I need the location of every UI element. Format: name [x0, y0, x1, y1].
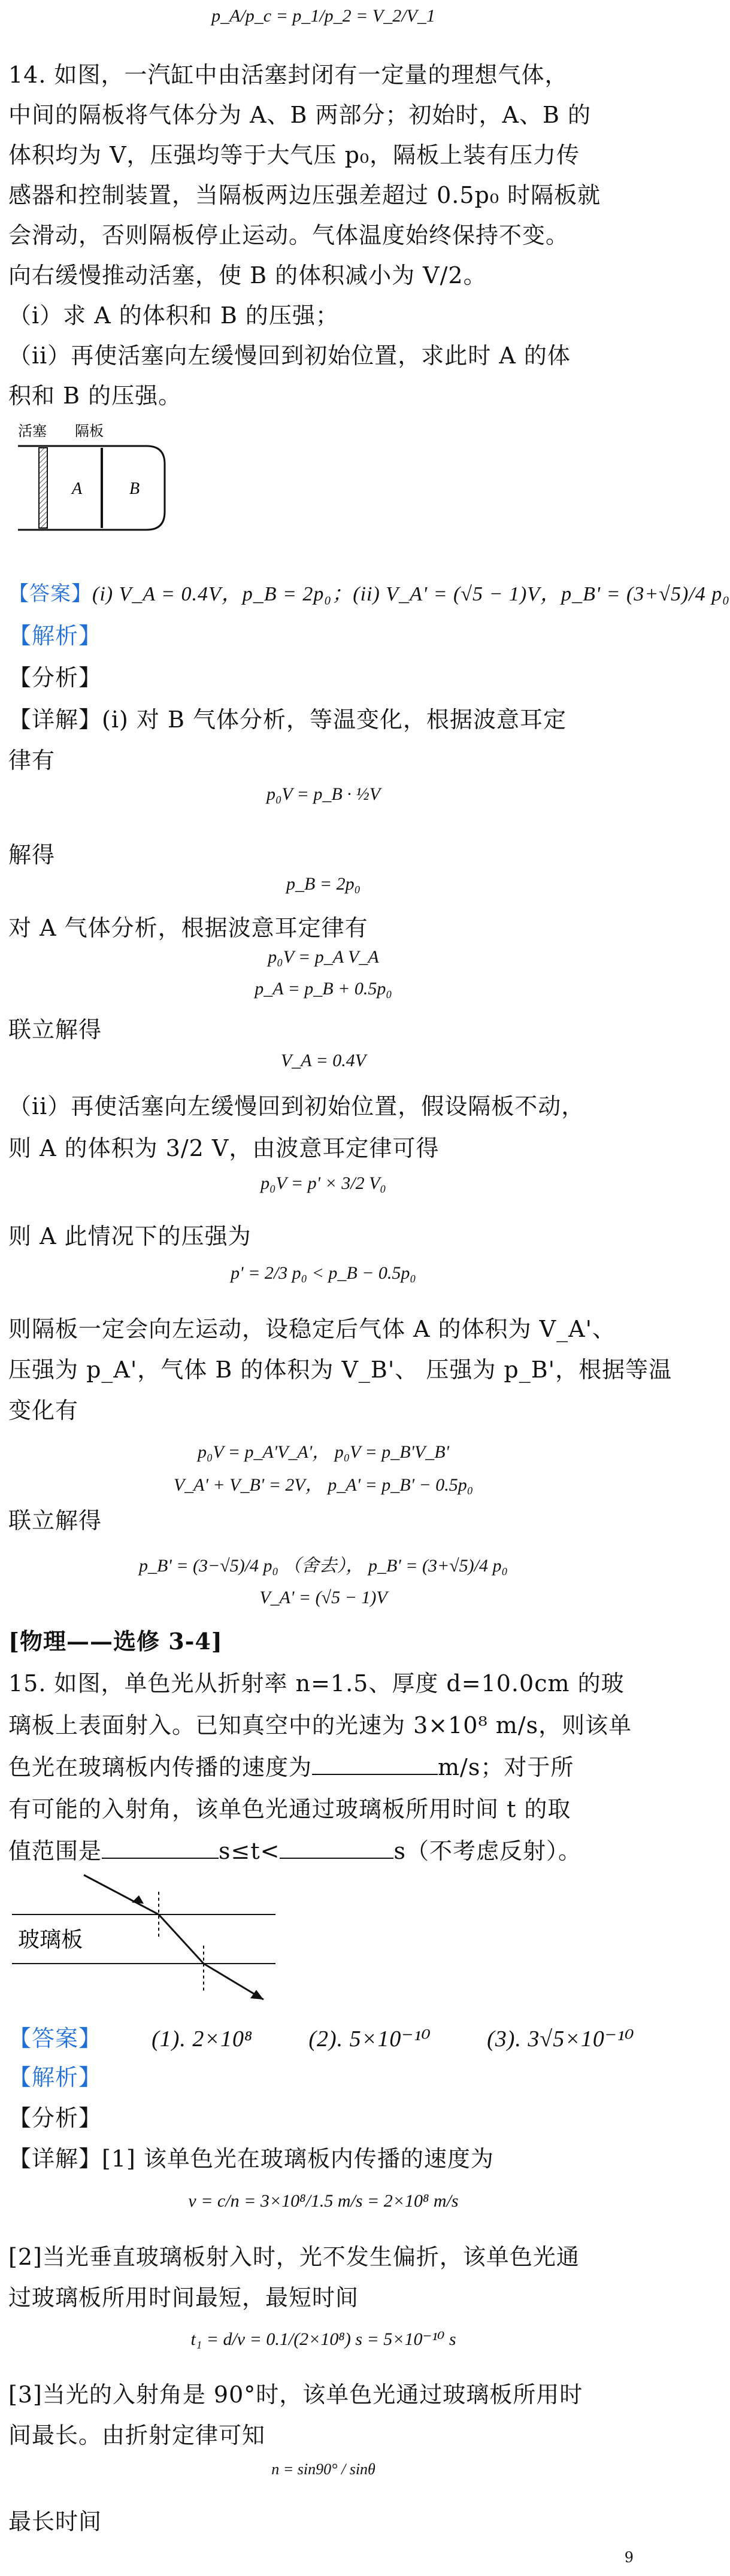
q14-text: 对 A 气体分析，根据波意耳定律有 [8, 915, 368, 941]
q14-moving: 则隔板一定会向左运动，设稳定后气体 A 的体积为 V_A'、 [8, 1316, 616, 1342]
q15-detail: 过玻璃板所用时间最短，最短时间 [8, 2284, 359, 2311]
answer-blank-3[interactable] [280, 1834, 393, 1859]
fenxi-tag: 【分析】 [8, 665, 102, 691]
equation: p' = 2/3 p₀ < p_B − 0.5p₀ [231, 1263, 416, 1283]
q14-line: 感器和控制装置，当隔板两边压强差超过 0.5p₀ 时隔板就 [8, 182, 601, 208]
q15-text: 色光在玻璃板内传播的速度为 [8, 1754, 313, 1780]
q15-line: 璃板上表面射入。已知真空中的光速为 3×10⁸ m/s，则该单 [8, 1712, 632, 1738]
q14-line: 中间的隔板将气体分为 A、B 两部分；初始时，A、B 的 [8, 102, 591, 128]
q14-line: 体积均为 V，压强均等于大气压 p₀，隔板上装有压力传 [8, 142, 580, 168]
q14-text: 解得 [8, 842, 56, 868]
q14-line: 会滑动，否则隔板停止运动。气体温度始终保持不变。 [8, 222, 570, 248]
q15-unit: s（不考虑反射）。 [393, 1838, 581, 1864]
analysis-tag: 【解析】 [8, 2064, 102, 2090]
answer-blank-1[interactable] [312, 1750, 438, 1775]
equation: n = sin90° / sinθ [271, 2460, 375, 2478]
answer-blank-2[interactable] [102, 1834, 219, 1859]
equation: t₁ = d/v = 0.1/(2×10⁸) s = 5×10⁻¹⁰ s [190, 2329, 456, 2349]
q14-line: （ii）再使活塞向左缓慢回到初始位置，求此时 A 的体 [8, 342, 571, 369]
gas-a-label: A [72, 480, 83, 498]
answer-tag: 【答案】 [8, 582, 92, 606]
glass-plate-label: 玻璃板 [18, 1928, 83, 1952]
answer-tag: 【答案】 [8, 2025, 102, 2052]
q14-line: 14. 如图，一汽缸中由活塞封闭有一定量的理想气体， [8, 62, 568, 88]
q14-moving: 变化有 [8, 1397, 79, 1424]
equation: p₀V = p' × 3/2 V₀ [261, 1173, 386, 1193]
equation: V_A' + V_B' = 2V， p_A' = p_B' − 0.5p₀ [173, 1475, 474, 1495]
refracted-ray [159, 1914, 204, 1964]
q14-part2: 则 A 的体积为 3/2 V，由波意耳定律可得 [8, 1135, 440, 1161]
page-number: 9 [624, 2549, 634, 2566]
q15-line: 15. 如图，单色光从折射率 n=1.5、厚度 d=10.0cm 的玻 [8, 1670, 625, 1697]
equation: p_B' = (3−√5)/4 p₀ （舍去）， p_B' = (3+√5)/4 p₀ [139, 1556, 508, 1576]
equation: V_A = 0.4V [280, 1051, 366, 1070]
q14-detail: 律有 [8, 747, 56, 773]
q15-answer: (2). 5×10⁻¹⁰ [308, 2026, 432, 2052]
equation: p_B = 2p₀ [286, 874, 361, 894]
q15-answer: (3). 3√5×10⁻¹⁰ [487, 2026, 635, 2052]
partition-label: 隔板 [75, 423, 104, 439]
arrow-icon [132, 1895, 144, 1904]
top-formula: p_A/p_c = p_1/p_2 = V_2/V_1 [211, 6, 435, 26]
section-title: [物理——选修 3-4] [8, 1628, 223, 1655]
q14-answer-row [8, 576, 730, 612]
equation: p₀V = p_A'V_A'， p₀V = p_B'V_B' [197, 1442, 450, 1462]
gas-b-label: B [129, 480, 140, 498]
q15-line-blanks [8, 1833, 638, 1869]
q14-text: 联立解得 [8, 1017, 102, 1043]
q14-line: 向右缓慢推动活塞，使 B 的体积减小为 V/2。 [8, 262, 487, 289]
piston [39, 448, 47, 528]
equation: V_A' = (√5 − 1)V [259, 1588, 387, 1607]
q15-text: 值范围是 [8, 1838, 102, 1864]
cylinder-figure [12, 419, 168, 539]
arrow-icon [250, 1990, 263, 1999]
q14-moving: 压强为 p_A'，气体 B 的体积为 V_B'、 压强为 p_B'，根据等温 [8, 1357, 673, 1383]
analysis-tag: 【解析】 [8, 623, 102, 649]
q14-detail: 【详解】(i) 对 B 气体分析，等温变化，根据波意耳定 [8, 706, 567, 733]
q15-answer-row [8, 2020, 638, 2057]
incident-ray [84, 1875, 159, 1914]
equation: p₀V = p_B · ½V [266, 784, 381, 804]
piston-label: 活塞 [18, 423, 47, 439]
q15-text: 最长时间 [8, 2508, 102, 2535]
q14-line: 积和 B 的压强。 [8, 383, 182, 409]
q15-line: 有可能的入射角，该单色光通过玻璃板所用时间 t 的取 [8, 1796, 571, 1822]
q15-detail: 间最长。由折射定律可知 [8, 2422, 266, 2448]
equation: v = c/n = 3×10⁸/1.5 m/s = 2×10⁸ m/s [188, 2191, 459, 2211]
equation: p_A = p_B + 0.5p₀ [255, 979, 392, 999]
q15-line-blank1 [8, 1749, 638, 1785]
q15-detail: [2]当光垂直玻璃板射入时，光不发生偏折，该单色光通 [8, 2244, 580, 2270]
q14-answer: (i) V_A = 0.4V，p_B = 2p₀；(ii) V_A' = (√5 − 1)V，p_B' = (3+√5)/4 p₀ [92, 583, 730, 605]
q14-text: 则 A 此情况下的压强为 [8, 1223, 252, 1249]
q14-text: 联立解得 [8, 1507, 102, 1534]
q15-detail: [3]当光的入射角是 90°时，该单色光通过玻璃板所用时 [8, 2381, 583, 2408]
glass-plate-figure [12, 1874, 287, 2005]
q15-answer: (1). 2×10⁸ [152, 2026, 253, 2052]
fenxi-tag: 【分析】 [8, 2105, 102, 2131]
q15-unit: s≤t< [219, 1838, 280, 1864]
q14-line: （i）求 A 的体积和 B 的压强； [8, 302, 339, 329]
equation: p₀V = p_A V_A [268, 947, 379, 967]
q15-detail: 【详解】[1] 该单色光在玻璃板内传播的速度为 [8, 2146, 494, 2172]
q15-unit: m/s；对于所 [438, 1754, 574, 1780]
q14-part2: （ii）再使活塞向左缓慢回到初始位置，假设隔板不动， [8, 1093, 585, 1119]
